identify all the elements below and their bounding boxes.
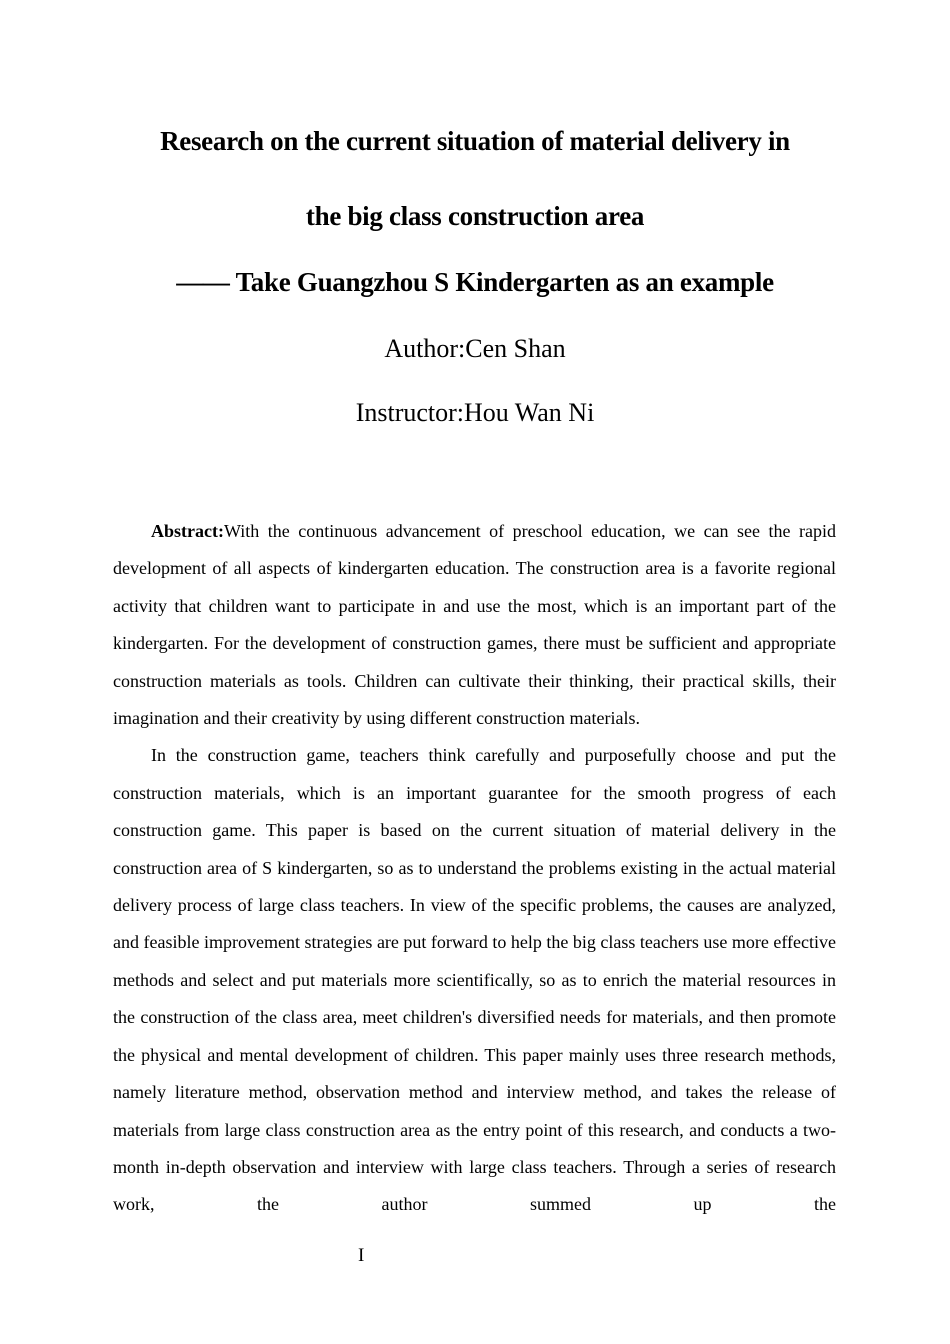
- paper-title-line2: the big class construction area: [305, 201, 645, 231]
- page-number: I: [358, 1245, 365, 1266]
- abstract-label: Abstract:: [151, 521, 224, 541]
- instructor-line: Instructor:Hou Wan Ni: [355, 398, 595, 427]
- abstract-text: With the continuous advancement of preschool education, we can see the rapid development of all aspects of kindergarten education. The construction area is a favorite regional activity that children want to participate in and use the most, which is an important part of the kindergarten. For the development of construction games, there must be sufficient and appropriate construction materials as tools. Children can cultivate their thinking, their practical skills, their imagination and their creativity by using different construction materials.: [113, 521, 836, 729]
- abstract-section: [113, 513, 836, 1224]
- body-paragraph: In the construction game, teachers think carefully and purposefully choose and put the construction materials, which is an important guarantee for the smooth progress of each construction game. This paper is based on the current situation of material delivery in the construction area of S kindergarten, so as to understand the problems existing in the actual material delivery process of large class teachers. In view of the specific problems, the causes are analyzed, and feasible improvement strategies are put forward to help the big class teachers use more effective methods and select and put materials more scientifically, so as to enrich the material resources in the construction of the class area, meet children's diversified needs for materials, and then promote the physical and mental development of children. This paper mainly uses three research methods, namely literature method, observation method and interview method, and takes the release of materials from large class construction area as the entry point of this research, and conducts a two-month in-depth observation and interview with large class teachers. Through a series of research work, the author summed up the: [113, 745, 836, 1215]
- abstract-paragraph: [113, 513, 836, 737]
- paper-title-line1: Research on the current situation of material delivery in: [160, 126, 790, 156]
- paper-subtitle: —— Take Guangzhou S Kindergarten as an example: [176, 267, 774, 297]
- author-line: Author:Cen Shan: [384, 334, 566, 363]
